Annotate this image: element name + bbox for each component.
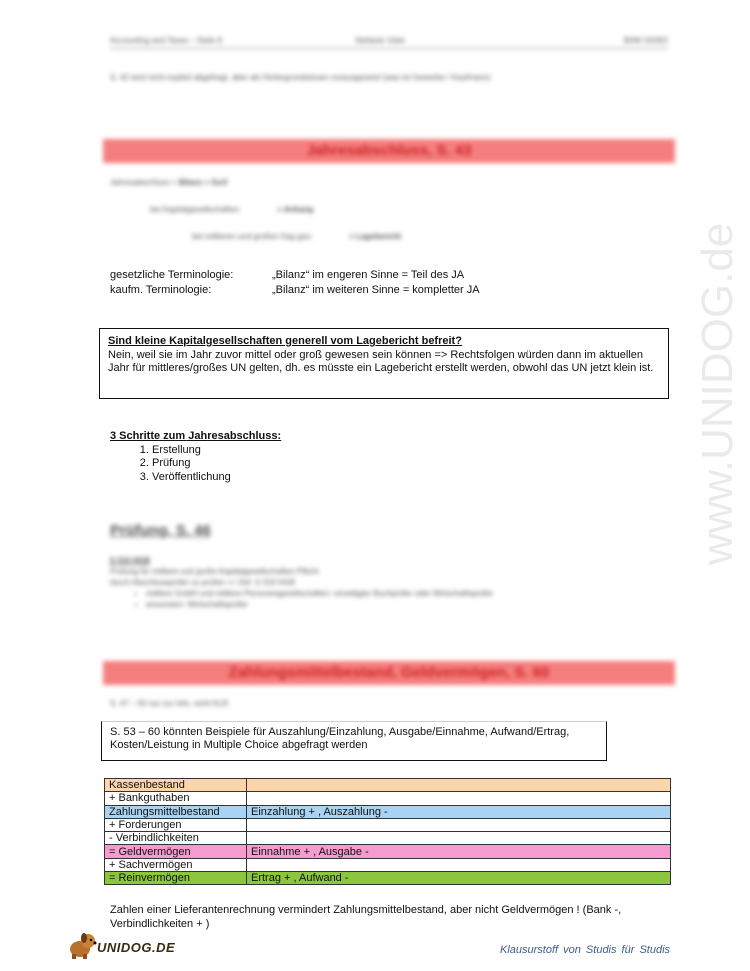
ja-line-2-label: bei Kapitalgesellschaften: <box>150 205 241 214</box>
ja-line-2-value: + Anhang <box>276 205 314 214</box>
step-item: 2. Prüfung <box>152 457 281 471</box>
paragraph-bullet: • ansonsten: Wirtschaftsprüfer <box>146 599 670 610</box>
paragraph-line: Prüfung für mittlere und große Kapitalgesellschaften Pflicht <box>110 567 319 576</box>
ja-line-3-value: + Lagebericht <box>348 232 401 241</box>
pruefung-heading: Prüfung, S. 46 <box>110 522 211 539</box>
table-row <box>105 832 671 845</box>
row-note: Ertrag + , Aufwand - <box>247 872 671 885</box>
row-label: + Forderungen <box>105 818 247 831</box>
table-row <box>105 818 671 831</box>
row-note <box>247 818 671 831</box>
paragraph-bullet: • mittlere GmbH und mittlere Personengesellschaften: vereidigter Buchprüfer oder Wirtschaftsprüfer <box>146 588 670 599</box>
pruefung-paragraph <box>110 555 670 610</box>
table-row <box>105 792 671 805</box>
footer-note: Zahlen einer Lieferantenrechnung vermindert Zahlungsmittelbestand, aber nicht Geldvermögen ! (Bank -, Verbindlichkeiten + ) <box>110 904 622 930</box>
row-label: = Reinvermögen <box>105 872 247 885</box>
header-right: BAW SS/9/2 <box>623 36 668 45</box>
table-row <box>105 779 671 792</box>
page-header <box>110 34 668 49</box>
row-label: Kassenbestand <box>105 779 247 792</box>
header-left: Accounting and Taxes – Seite 8 <box>110 36 222 45</box>
ja-line-3 <box>192 232 401 241</box>
section-banner-zahlungsmittel <box>103 661 675 685</box>
ja-line-2 <box>150 205 313 214</box>
ja-line-1-label: Jahresabschluss = <box>110 178 179 187</box>
question-box <box>99 328 669 399</box>
terminology-row <box>110 284 480 296</box>
row-label: + Sachvermögen <box>105 858 247 871</box>
logo-text: UNIDOG.DE <box>97 940 176 955</box>
info-box: S. 53 – 60 könnten Beispiele für Auszahlung/Einzahlung, Ausgabe/Einnahme, Aufwand/Ertrag, Kosten/Leistung in Multiple Choice abgefragt werden <box>101 721 607 761</box>
row-label: + Bankguthaben <box>105 792 247 805</box>
paragraph-line: durch Abschlussprüfer zu prüfen => Def. § 319 HGB <box>110 578 295 587</box>
table-row <box>105 805 671 818</box>
section-banner-jahresabschluss <box>103 139 675 163</box>
table-row <box>105 872 671 885</box>
step-item: 3. Veröffentlichung <box>152 471 281 485</box>
ja-line-1 <box>110 178 228 187</box>
table-row <box>105 845 671 858</box>
terminology-label: kaufm. Terminologie: <box>110 284 212 296</box>
row-label: = Geldvermögen <box>105 845 247 858</box>
row-note: Einnahme + , Ausgabe - <box>247 845 671 858</box>
row-note: Einzahlung + , Auszahlung - <box>247 805 671 818</box>
row-note <box>247 792 671 805</box>
ja-line-1-value: Bilanz + GuV <box>178 178 228 187</box>
watermark: www.UNIDOG.de <box>693 222 742 565</box>
info-note: S. 47 – 50 nur zur Info, nicht KLR <box>110 699 229 708</box>
banner-title: Zahlungsmittelbestand, Geldvermögen, S. 60 <box>228 664 550 681</box>
step-item: 1. Erstellung <box>152 444 281 458</box>
vermoegen-table <box>104 778 671 885</box>
terminology-row <box>110 269 465 281</box>
row-note <box>247 779 671 792</box>
terminology-value: „Bilanz“ im weiteren Sinne = kompletter JA <box>272 284 480 296</box>
question-text: Sind kleine Kapitalgesellschaften generell vom Lagebericht befreit? <box>108 335 462 347</box>
terminology-label: gesetzliche Terminologie: <box>110 269 234 281</box>
header-center: Stefanie Voter <box>355 36 406 45</box>
subnote: S. 42 wird nicht explizit abgefragt, aber als Hintergrundwissen vorausgesetzt (was ist Gewerbe / Kaufmann) <box>110 73 491 82</box>
row-note <box>247 832 671 845</box>
table-row <box>105 858 671 871</box>
row-label: - Verbindlichkeiten <box>105 832 247 845</box>
paragraph-title: § 316 HGB <box>110 556 151 565</box>
banner-title: Jahresabschluss, S. 43 <box>306 142 472 159</box>
tagline: Klausurstoff von Studis für Studis <box>500 944 671 956</box>
row-note <box>247 858 671 871</box>
ja-line-3-label: bei mittleren und großen Kap.ges: <box>192 232 313 241</box>
terminology-value: „Bilanz“ im engeren Sinne = Teil des JA <box>272 269 465 281</box>
answer-text: Nein, weil sie im Jahr zuvor mittel oder groß gewesen sein können => Rechtsfolgen würden dann im aktuellen Jahr für mittleres/großes UN gelten, dh. es müsste ein Lagebericht erstellt werden, obwohl das UN jetzt klein ist. <box>108 348 654 374</box>
dog-logo-icon <box>66 930 98 965</box>
steps-list <box>110 430 281 484</box>
steps-title: 3 Schritte zum Jahresabschluss: <box>110 430 282 442</box>
row-label: Zahlungsmittelbestand <box>105 805 247 818</box>
